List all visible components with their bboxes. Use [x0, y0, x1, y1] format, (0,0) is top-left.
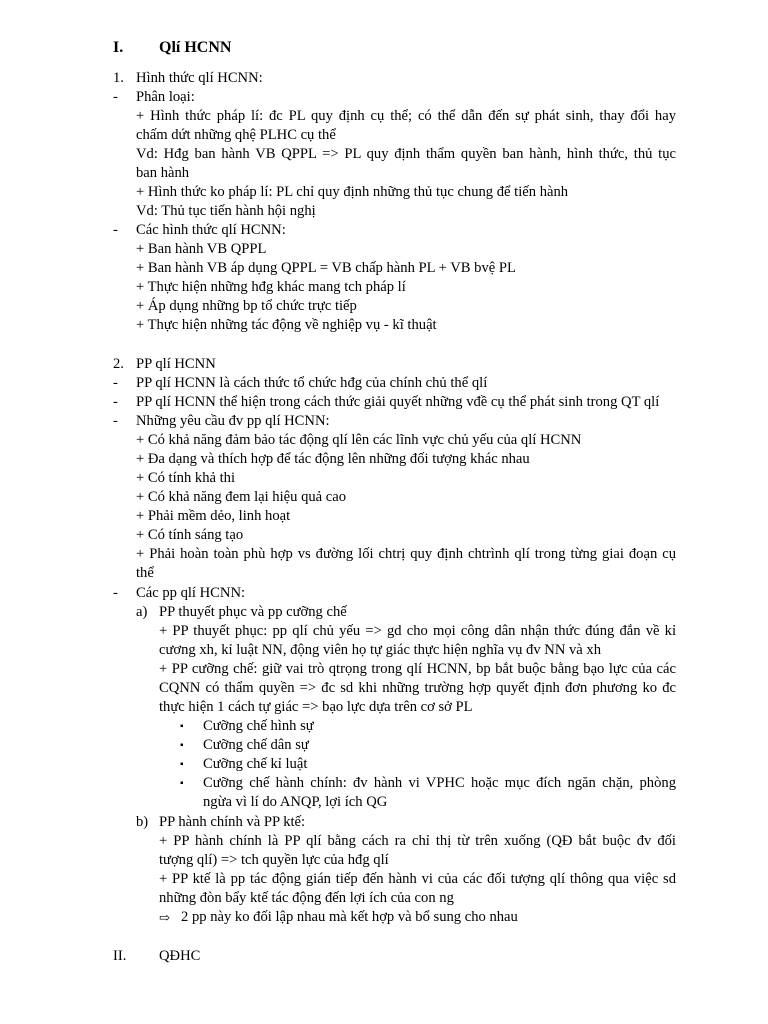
list-dash: -: [113, 394, 118, 410]
coercion-line-1: + PP cưỡng chế: giữ vai trò qtrọng trong qlí HCNN, bp bắt buộc bằng bạo lực của các: [159, 661, 676, 677]
coercion-type: Cưỡng chế kỉ luật: [203, 756, 308, 772]
section-1-number: I.: [113, 39, 124, 56]
conclusion: 2 pp này ko đối lập nhau mà kết hợp và bổ sung cho nhau: [181, 909, 518, 925]
requirement-item: + Có tính khả thi: [136, 470, 236, 486]
requirement-last-line-2: thể: [136, 565, 154, 581]
requirement-item: + Phải mềm dẻo, linh hoạt: [136, 508, 291, 524]
admin-coercion-line-2: ngừa vì lí do ANQP, lợi ích QG: [203, 794, 388, 810]
part-2-number: 2.: [113, 356, 124, 372]
requirement-item: + Đa dạng và thích hợp để tác động lên những đối tượng khác nhau: [136, 451, 530, 467]
section-2-number: II.: [113, 948, 127, 964]
square-bullet-icon: ▪: [180, 721, 184, 732]
form-item: + Áp dụng những bp tổ chức trực tiếp: [136, 298, 357, 314]
requirements-label: Những yêu cầu đv pp qlí HCNN:: [136, 413, 330, 429]
example-1-line-2: ban hành: [136, 165, 190, 181]
form-item: + Ban hành VB QPPL: [136, 241, 267, 257]
section-1-title: Qlí HCNN: [159, 39, 232, 56]
list-dash: -: [113, 413, 118, 429]
list-dash: -: [113, 585, 118, 601]
square-bullet-icon: ▪: [180, 759, 184, 770]
section-2-title: QĐHC: [159, 948, 201, 964]
part-1-title: Hình thức qlí HCNN:: [136, 70, 263, 86]
economic-method-line-2: những đòn bẩy ktế tác động đến lợi ích của con ng: [159, 890, 454, 906]
definition-1: PP qlí HCNN là cách thức tổ chức hđg của chính chủ thể qlí: [136, 375, 488, 391]
classify-label: Phân loại:: [136, 89, 195, 105]
square-bullet-icon: ▪: [180, 778, 184, 789]
square-bullet-icon: ▪: [180, 740, 184, 751]
list-dash: -: [113, 89, 118, 105]
requirement-item: + Có khả năng đảm bảo tác động qlí lên các lĩnh vực chủ yếu của qlí HCNN: [136, 432, 582, 448]
requirement-last-line-1: + Phải hoàn toàn phù hợp vs đường lối chtrị quy định chtrình qlí trong từng giai đoạn cụ: [136, 546, 676, 562]
form-item: + Thực hiện những hđg khác mang tch pháp lí: [136, 279, 406, 295]
coercion-type: Cưỡng chế dân sự: [203, 737, 309, 753]
list-dash: -: [113, 222, 118, 238]
list-dash: -: [113, 375, 118, 391]
methods-label: Các pp qlí HCNN:: [136, 585, 246, 601]
form-item: + Thực hiện những tác động về nghiệp vụ - kĩ thuật: [136, 317, 437, 333]
item-b-title: PP hành chính và PP ktế:: [159, 814, 306, 830]
part-1-number: 1.: [113, 70, 124, 86]
legal-form-line-1: + Hình thức pháp lí: đc PL quy định cụ thể; có thể dẫn đến sự phát sinh, thay đổi hay: [136, 108, 676, 124]
example-1-line-1: Vd: Hđg ban hành VB QPPL => PL quy định thẩm quyền ban hành, hình thức, thủ tục: [136, 146, 676, 162]
item-b-label: b): [136, 814, 149, 830]
admin-method-line-2: tượng qlí) => tch quyền lực của hđg qlí: [159, 852, 389, 868]
coercion-type: Cưỡng chế hình sự: [203, 718, 314, 734]
form-item: + Ban hành VB áp dụng QPPL = VB chấp hành PL + VB bvệ PL: [136, 260, 516, 276]
coercion-line-3: thực hiện 1 cách tự giác => bạo lực dựa trên cơ sở PL: [159, 699, 473, 715]
part-2-title: PP qlí HCNN: [136, 356, 216, 372]
forms-label: Các hình thức qlí HCNN:: [136, 222, 286, 238]
example-2: Vd: Thủ tục tiến hành hội nghị: [136, 203, 316, 219]
economic-method-line-1: + PP ktế là pp tác động gián tiếp đến hành vi của các đối tượng qlí thông qua việc sd: [159, 871, 676, 887]
requirement-item: + Có tính sáng tạo: [136, 527, 244, 543]
admin-coercion-line-1: Cưỡng chế hành chính: đv hành vi VPHC hoặc mục đích ngăn chặn, phòng: [203, 775, 676, 791]
item-a-title: PP thuyết phục và pp cưỡng chế: [159, 604, 347, 620]
coercion-line-2: CQNN có thẩm quyền => đc sd khi những trường hợp quyết định đơn phương ko đc: [159, 680, 676, 696]
arrow-right-icon: ⇨: [159, 910, 170, 925]
definition-2: PP qlí HCNN thể hiện trong cách thức giải quyết những vđề cụ thể phát sinh trong QT qlí: [136, 394, 660, 410]
item-a-label: a): [136, 604, 148, 620]
requirement-item: + Có khả năng đem lại hiệu quả cao: [136, 489, 347, 505]
persuasion-line-1: + PP thuyết phục: pp qlí chủ yếu => gd cho mọi công dân nhận thức đúng đắn về kỉ: [159, 623, 676, 639]
persuasion-line-2: cương xh, kỉ luật NN, động viên họ tự giác thực hiện nghĩa vụ đv NN và xh: [159, 642, 602, 658]
admin-method-line-1: + PP hành chính là PP qlí bằng cách ra chỉ thị từ trên xuống (QĐ bắt buộc đv đối: [159, 833, 676, 849]
nonlegal-form: + Hình thức ko pháp lí: PL chỉ quy định những thủ tục chung để tiến hành: [136, 184, 569, 200]
legal-form-line-2: chấm dứt những qhệ PLHC cụ thể: [136, 127, 336, 143]
